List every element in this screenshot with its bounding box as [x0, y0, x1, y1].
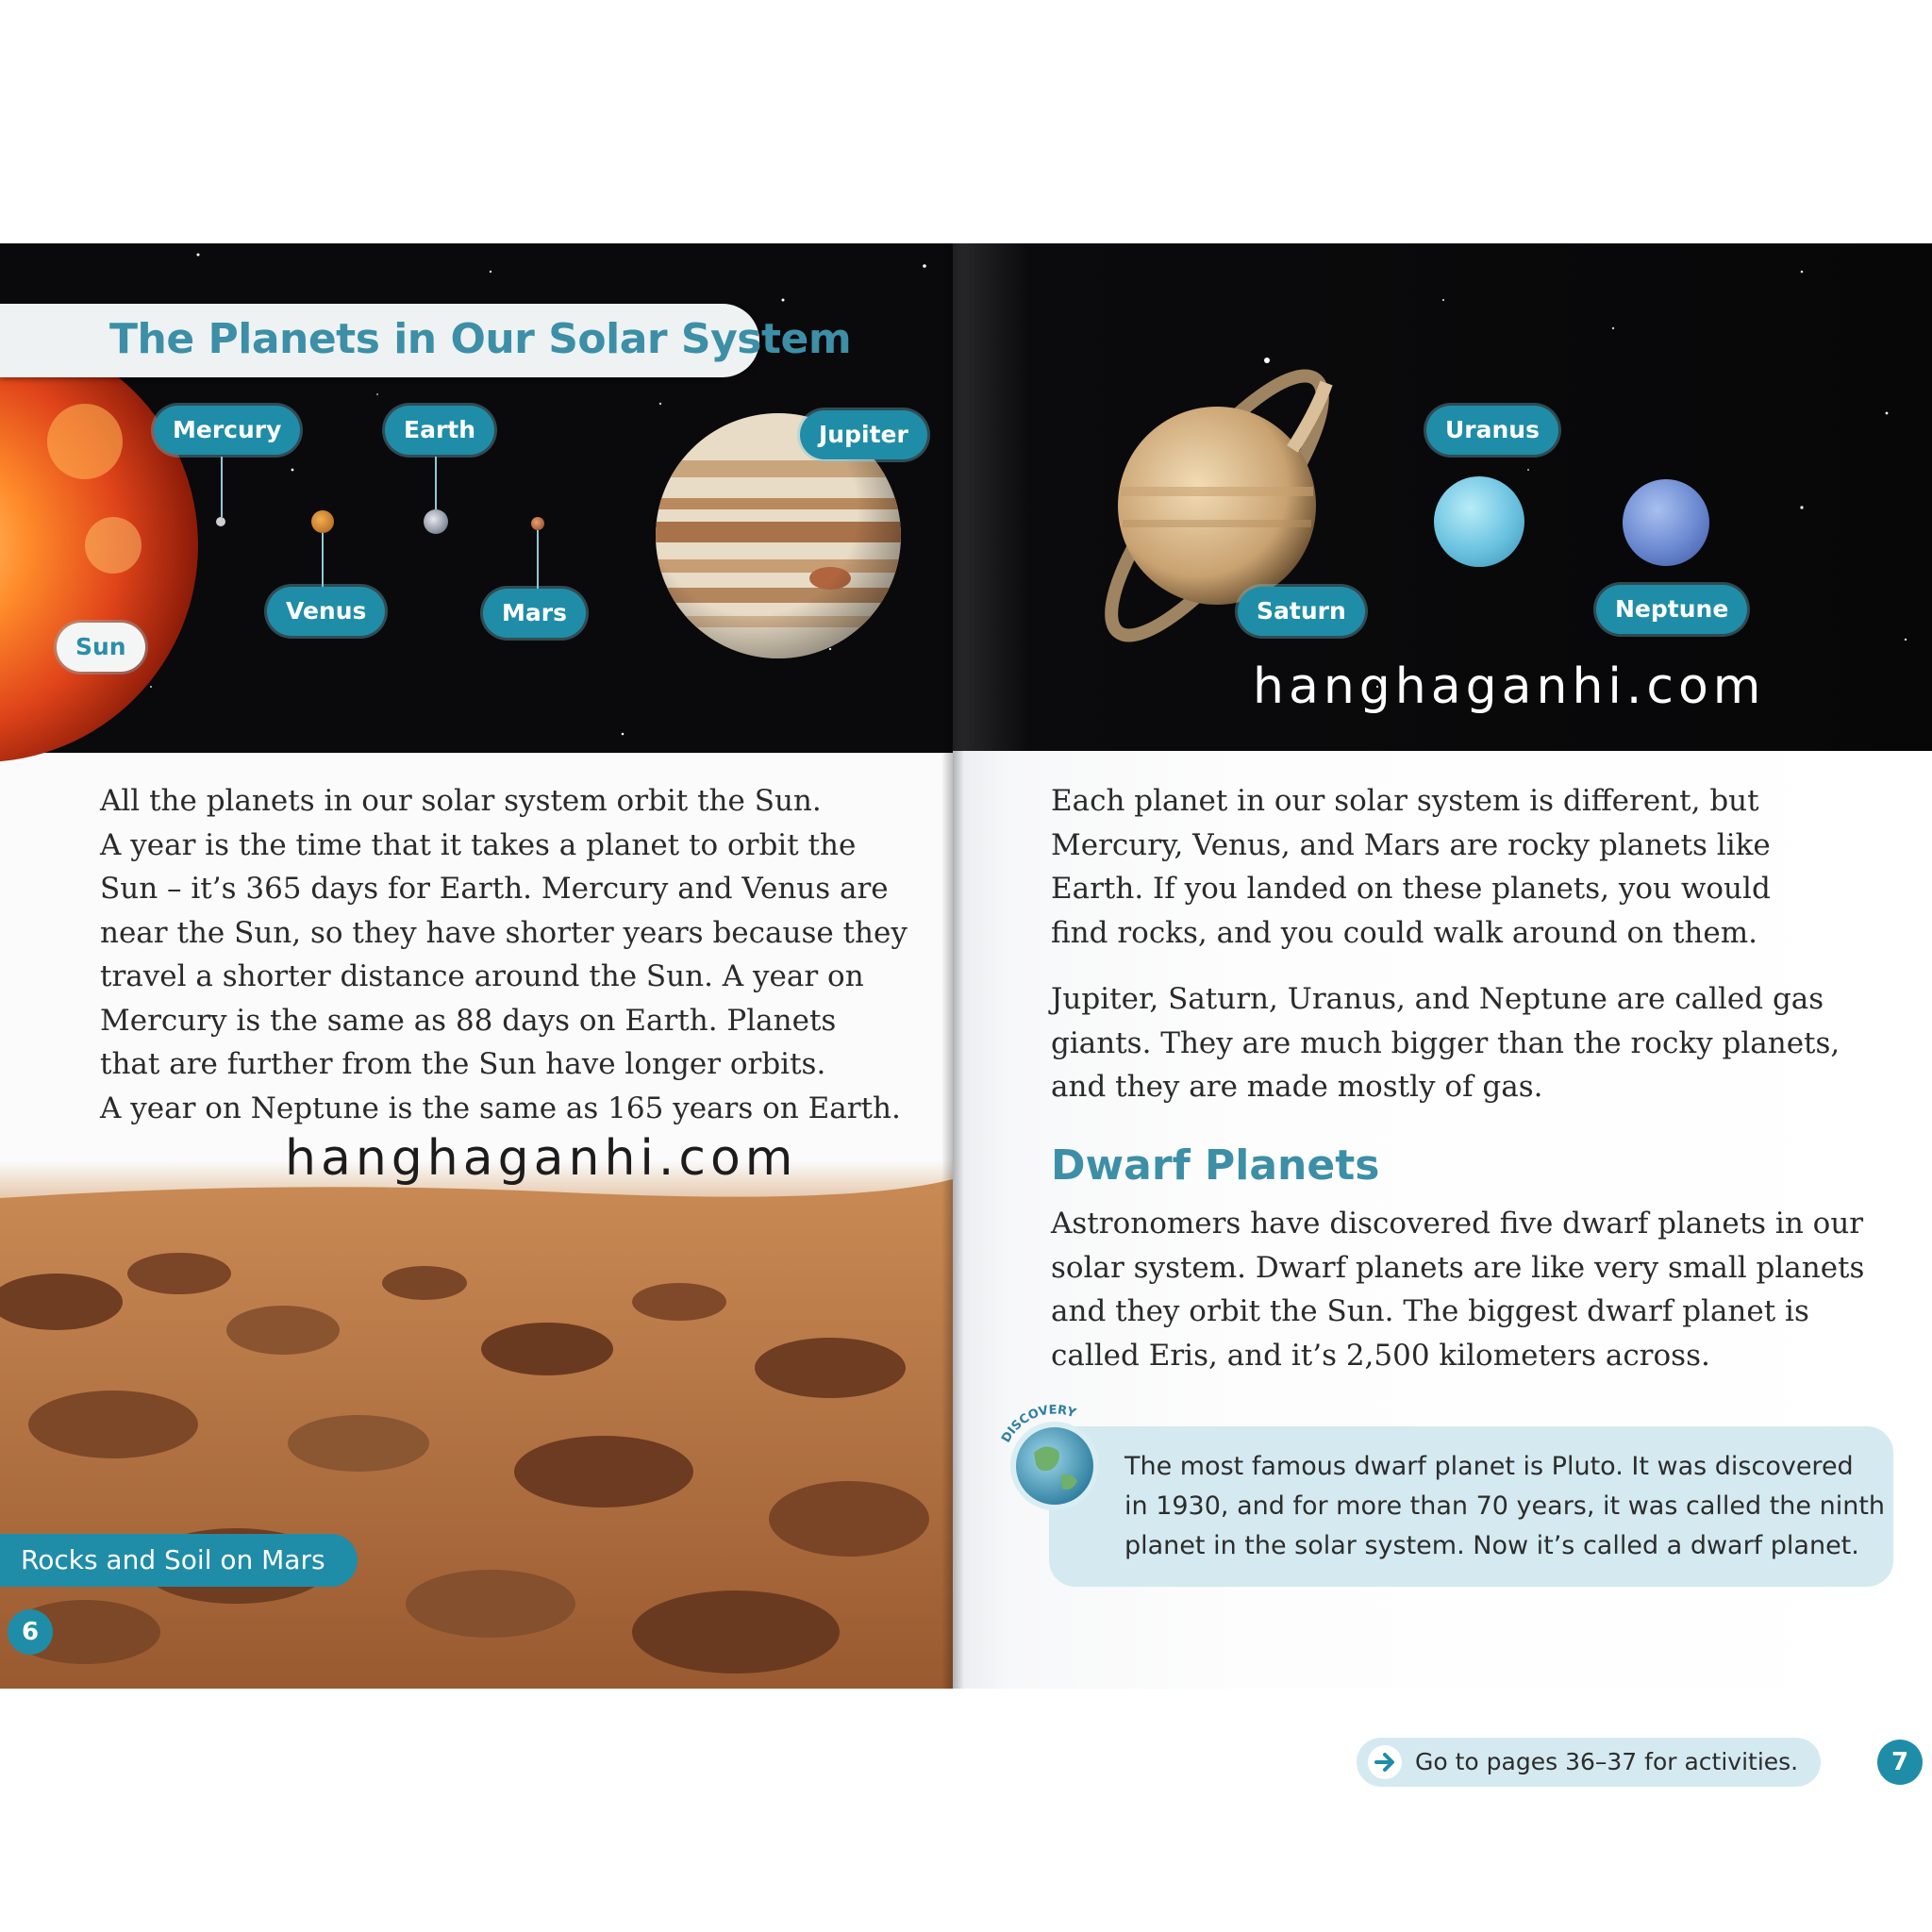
uranus-planet [1434, 476, 1524, 567]
discovery-line: planet in the solar system. Now it’s called a dwarf planet. [1124, 1531, 1859, 1560]
left-page [0, 243, 953, 1689]
activities-label: Go to pages 36–37 for activities. [1415, 1748, 1799, 1775]
arrow-right-icon [1366, 1743, 1404, 1781]
neptune-planet [1623, 479, 1709, 566]
body-line: and they orbit the Sun. The biggest dwarf planet is [1051, 1294, 1809, 1328]
label-neptune: Neptune [1596, 585, 1747, 634]
book-gutter [941, 243, 964, 1689]
earth-pointer [435, 457, 437, 509]
space-banner-right [953, 243, 1932, 751]
mercury-planet [216, 517, 225, 526]
label-uranus: Uranus [1426, 406, 1558, 455]
label-venus: Venus [267, 587, 385, 636]
mars-planet [531, 517, 544, 530]
venus-planet [311, 510, 334, 533]
discovery-globe-icon [992, 1404, 1117, 1517]
body-line: giants. They are much bigger than the rocky planets, [1051, 1025, 1840, 1060]
photo-caption: Rocks and Soil on Mars [0, 1534, 358, 1587]
body-line: A year on Neptune is the same as 165 years on Earth. [100, 1091, 901, 1125]
body-line: Mercury is the same as 88 days on Earth. Planets [100, 1003, 837, 1038]
body-line: Sun – it’s 365 days for Earth. Mercury and Venus are [100, 872, 889, 906]
space-banner-left [0, 243, 953, 753]
page-number-right: 7 [1877, 1740, 1923, 1785]
right-paragraph-1 [1051, 779, 1900, 955]
body-line: called Eris, and it’s 2,500 kilometers across. [1051, 1338, 1710, 1373]
body-line: Mercury, Venus, and Mars are rocky planets like [1051, 827, 1771, 862]
right-paragraph-3 [1051, 1202, 1909, 1377]
discovery-text [1124, 1447, 1917, 1566]
page-title-banner [0, 304, 852, 377]
discovery-line: in 1930, and for more than 70 years, it was called the ninth [1124, 1491, 1886, 1521]
page-title: The Planets in Our Solar System [109, 315, 852, 363]
label-mercury: Mercury [154, 406, 300, 455]
label-jupiter: Jupiter [800, 410, 927, 459]
venus-pointer [322, 533, 324, 588]
discovery-fact-box [1049, 1426, 1893, 1587]
page-number-left: 6 [8, 1609, 53, 1655]
discovery-line: The most famous dwarf planet is Pluto. It was discovered [1124, 1452, 1854, 1481]
body-line: All the planets in our solar system orbit the Sun. [100, 784, 822, 818]
body-line: that are further from the Sun have longer orbits. [100, 1047, 826, 1081]
earth-planet [424, 509, 448, 534]
activities-link[interactable] [1357, 1738, 1821, 1787]
mars-surface-photo [0, 1160, 953, 1689]
book-spread [0, 243, 1932, 1776]
right-page [953, 243, 1932, 1776]
label-saturn: Saturn [1238, 587, 1365, 636]
body-line: Astronomers have discovered five dwarf planets in our [1051, 1207, 1864, 1241]
left-body-text [100, 779, 930, 1130]
watermark-right: hanghaganhi.com [1253, 658, 1766, 715]
body-line: near the Sun, so they have shorter years because they [100, 915, 908, 950]
watermark-left: hanghaganhi.com [285, 1130, 798, 1187]
label-earth: Earth [385, 406, 494, 455]
discovery-badge-label: DISCOVERY [999, 1404, 1078, 1446]
body-line: A year is the time that it takes a planet to orbit the [100, 827, 857, 862]
section-heading-dwarf-planets: Dwarf Planets [1051, 1141, 1380, 1190]
label-sun: Sun [57, 623, 145, 672]
mars-pointer [537, 530, 539, 591]
body-line: Each planet in our solar system is different, but [1051, 784, 1759, 818]
body-line: and they are made mostly of gas. [1051, 1070, 1543, 1104]
body-line: travel a shorter distance around the Sun. A year on [100, 959, 864, 993]
body-line: solar system. Dwarf planets are like very small planets [1051, 1250, 1865, 1285]
label-mars: Mars [483, 589, 586, 638]
mercury-pointer [221, 457, 223, 517]
venus-dot-spacer [311, 751, 326, 766]
body-line: Jupiter, Saturn, Uranus, and Neptune are called gas [1051, 982, 1824, 1016]
right-paragraph-2 [1051, 977, 1900, 1109]
body-line: Earth. If you landed on these planets, you would [1051, 872, 1771, 906]
body-line: find rocks, and you could walk around on them. [1051, 915, 1757, 950]
